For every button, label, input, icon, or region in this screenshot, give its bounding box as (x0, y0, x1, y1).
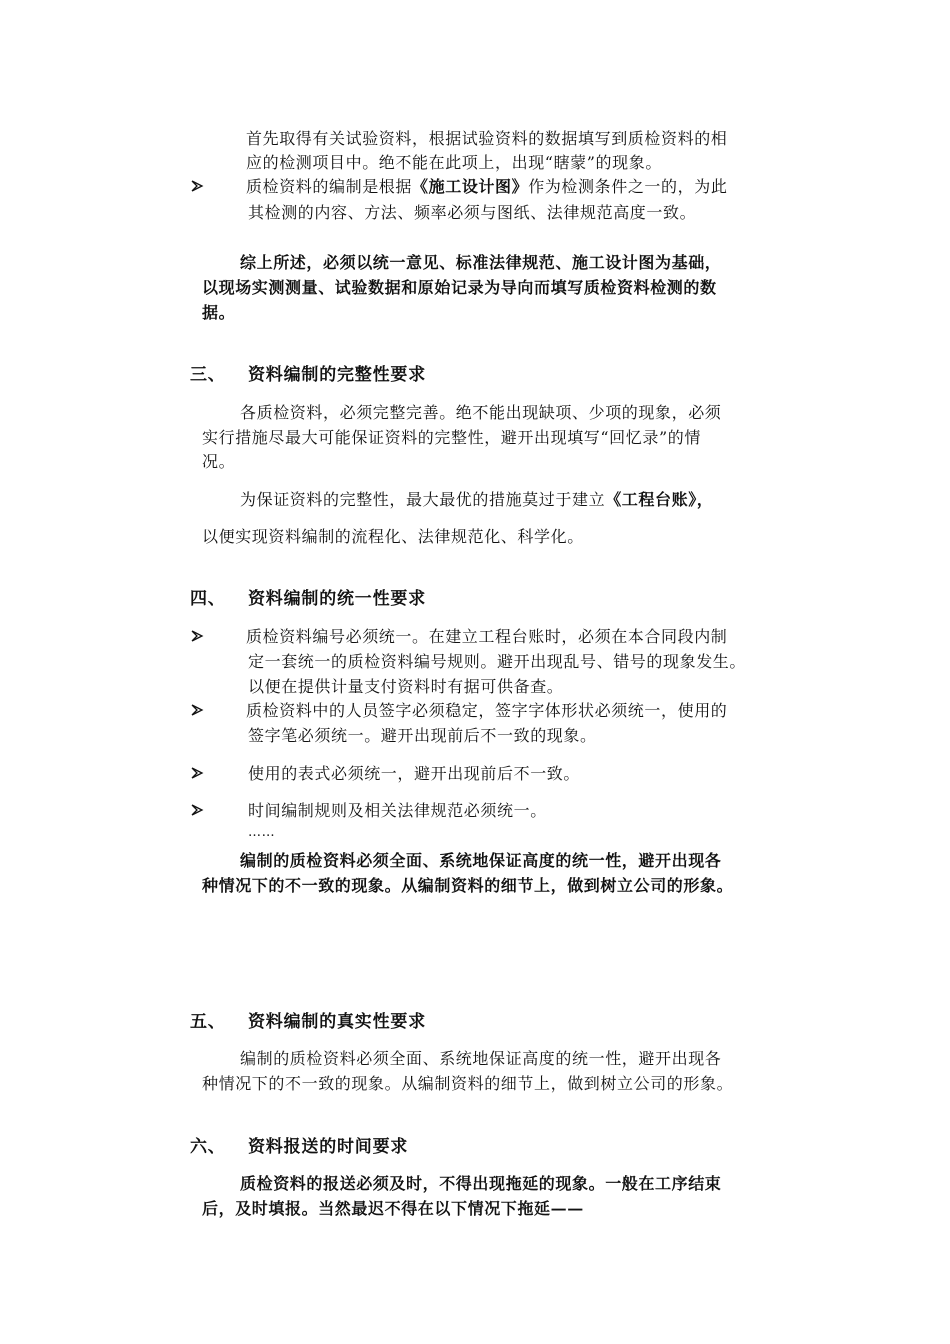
bullet-design-line-2: 其检测的内容、方法、频率必须与图纸、法律规范高度一致。 (248, 203, 697, 222)
section-4-summary-line-1: 编制的质检资料必须全面、系统地保证高度的统一性，避开出现各 (240, 851, 722, 870)
section-4-bullet-3: 使用的表式必须统一，避开出现前后不一致。 (248, 764, 581, 783)
bullet-design-line-1 (246, 176, 727, 198)
section-3-p2-line-1 (240, 489, 713, 511)
section-6-title: 资料报送的时间要求 (248, 1137, 409, 1157)
intro-line-1: 首先取得有关试验资料，根据试验资料的数据填写到质检资料的相 (246, 129, 728, 148)
section-3-p1-line-2: 实行措施尽最大可能保证资料的完整性，避开出现填写“回忆录”的情 (202, 428, 701, 447)
section-4-bullet-1-line-1: 质检资料编号必须统一。在建立工程台账时，必须在本合同段内制 (246, 627, 728, 646)
bullet-arrow-icon (190, 803, 204, 817)
section-6-line-1: 质检资料的报送必须及时，不得出现拖延的现象。一般在工序结束 (240, 1174, 722, 1193)
section-3-number: 三、 (190, 365, 226, 385)
section-3-p2-line-2: 以便实现资料编制的流程化、法律规范化、科学化。 (202, 527, 584, 546)
section-4-bullet-2-line-2: 签字笔必须统一。避开出现前后不一致的现象。 (248, 726, 597, 745)
section-4-number: 四、 (190, 589, 226, 609)
section-3-p1-line-3: 况。 (202, 452, 236, 471)
bullet-arrow-icon (190, 629, 204, 643)
section-4-ellipsis: …… (248, 825, 276, 840)
intro-line-2: 应的检测项目中。绝不能在此项上，出现“瞎蒙”的现象。 (246, 153, 662, 172)
section-4-title: 资料编制的统一性要求 (248, 589, 426, 609)
summary-line-3: 据。 (202, 303, 236, 322)
bullet-arrow-icon (190, 766, 204, 780)
section-5-number: 五、 (190, 1012, 226, 1032)
section-6-line-2: 后，及时填报。当然最迟不得在以下情况下拖延—— (202, 1199, 584, 1218)
section-5-line-2: 种情况下的不一致的现象。从编制资料的细节上，做到树立公司的形象。 (202, 1074, 734, 1093)
section-4-bullet-1-line-2: 定一套统一的质检资料编号规则。避开出现乱号、错号的现象发生。 (248, 652, 747, 671)
bullet-design-bold: 《施工设计图》 (412, 177, 529, 196)
section-3-title: 资料编制的完整性要求 (248, 365, 426, 385)
section-3-p2-bold: 《工程台账》， (605, 490, 714, 509)
section-4-bullet-1-line-3: 以便在提供计量支付资料时有据可供备查。 (248, 677, 564, 696)
summary-line-2: 以现场实测测量、试验数据和原始记录为导向而填写质检资料检测的数 (202, 278, 717, 297)
section-4-summary-line-2: 种情况下的不一致的现象。从编制资料的细节上，做到树立公司的形象。 (202, 876, 734, 895)
bullet-design-post: 作为检测条件之一的，为此 (528, 177, 728, 196)
section-3-p1-line-1: 各质检资料，必须完整完善。绝不能出现缺项、少项的现象，必须 (240, 403, 722, 422)
bullet-design-pre: 质检资料的编制是根据 (246, 177, 413, 196)
section-5-title: 资料编制的真实性要求 (248, 1012, 426, 1032)
section-4-bullet-4: 时间编制规则及相关法律规范必须统一。 (248, 801, 547, 820)
section-6-number: 六、 (190, 1137, 226, 1157)
summary-line-1: 综上所述，必须以统一意见、标准法律规范、施工设计图为基础， (240, 253, 722, 272)
section-4-bullet-2-line-1: 质检资料中的人员签字必须稳定，签字字体形状必须统一，使用的 (246, 701, 728, 720)
section-3-p2-pre: 为保证资料的完整性，最大最优的措施莫过于建立 (240, 490, 606, 509)
bullet-arrow-icon (190, 703, 204, 717)
bullet-arrow-icon (190, 179, 204, 193)
section-5-line-1: 编制的质检资料必须全面、系统地保证高度的统一性，避开出现各 (240, 1049, 722, 1068)
